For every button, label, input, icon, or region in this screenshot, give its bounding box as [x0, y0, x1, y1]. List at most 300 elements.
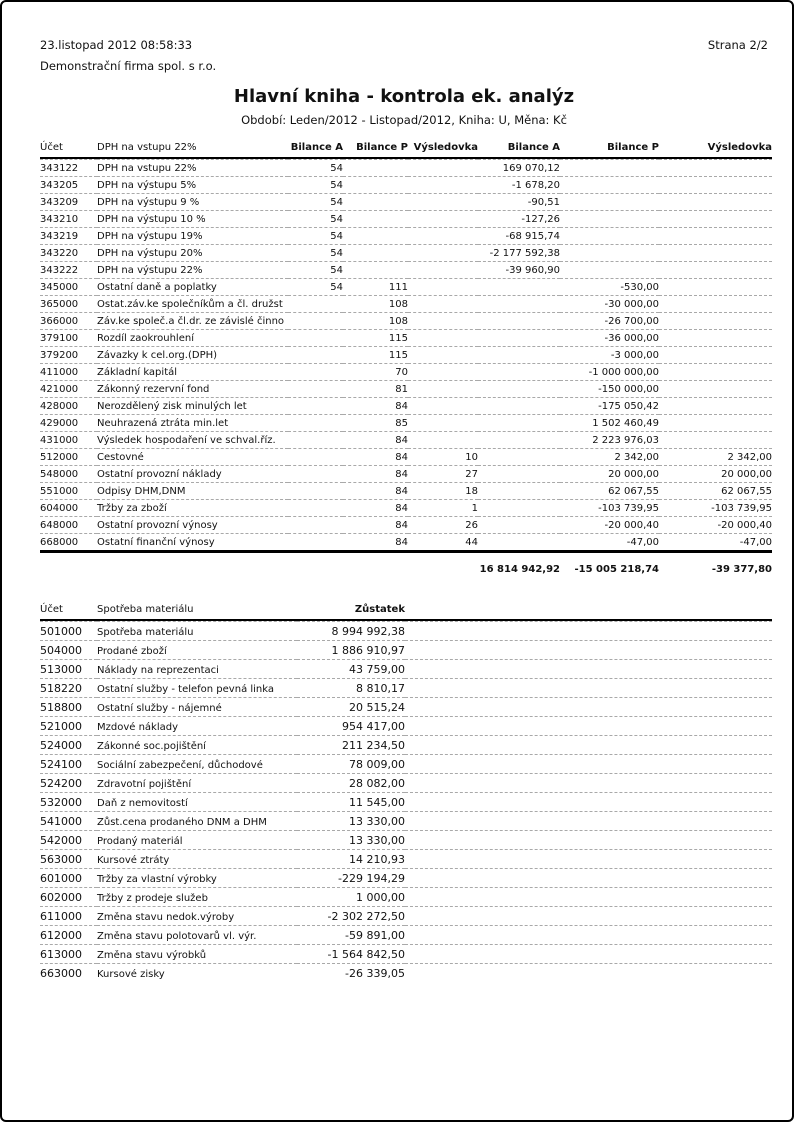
cell-vysledovka-2: 62 067,55 [659, 482, 772, 499]
cell-zustatek: 28 082,00 [297, 773, 405, 792]
cell-account-name: Kursové zisky [97, 963, 297, 982]
cell-vysledovka-1: 44 [408, 533, 478, 550]
cell-account-number: 366000 [40, 312, 97, 329]
cell-bilance-p-1: 111 [343, 278, 408, 295]
account-row [40, 735, 772, 754]
account-row [40, 773, 772, 792]
cell-bilance-p-2: -20 000,40 [560, 516, 659, 533]
cell-vysledovka-1: 26 [408, 516, 478, 533]
cell-bilance-a-2 [478, 397, 560, 414]
cell-account-number: 542000 [40, 830, 97, 849]
cell-bilance-p-1: 84 [343, 465, 408, 482]
account-row [40, 159, 772, 176]
account-row [40, 621, 772, 640]
account-row [40, 448, 772, 465]
balance-table [40, 604, 772, 982]
cell-bilance-p-2 [560, 244, 659, 261]
cell-vysledovka-2 [659, 431, 772, 448]
cell-bilance-a-1 [288, 465, 343, 482]
totals-bilance-p: -15 005 218,74 [560, 550, 659, 581]
cell-bilance-a-1 [288, 431, 343, 448]
cell-bilance-p-1: 84 [343, 516, 408, 533]
cell-bilance-p-1 [343, 159, 408, 176]
cell-account-number: 379200 [40, 346, 97, 363]
ledger-analysis-table [40, 142, 772, 581]
cell-bilance-p-1 [343, 176, 408, 193]
totals-vysledovka: -39 377,80 [659, 550, 772, 581]
cell-bilance-p-1: 115 [343, 329, 408, 346]
cell-account-number: 504000 [40, 640, 97, 659]
column-header-filler [405, 604, 772, 621]
account-row [40, 811, 772, 830]
cell-bilance-p-2: -26 700,00 [560, 312, 659, 329]
cell-account-name: Ostatní daně a poplatky [97, 278, 288, 295]
cell-filler [405, 944, 772, 963]
cell-account-number: 343220 [40, 244, 97, 261]
header-row [40, 142, 772, 159]
account-row [40, 754, 772, 773]
cell-account-number: 343210 [40, 210, 97, 227]
cell-vysledovka-1 [408, 159, 478, 176]
cell-account-name: Prodaný materiál [97, 830, 297, 849]
account-row [40, 346, 772, 363]
cell-vysledovka-2 [659, 261, 772, 278]
cell-account-number: 551000 [40, 482, 97, 499]
cell-account-name: Mzdové náklady [97, 716, 297, 735]
cell-bilance-a-1 [288, 482, 343, 499]
column-header-zustatek: Zůstatek [297, 604, 405, 621]
cell-zustatek: 8 810,17 [297, 678, 405, 697]
cell-bilance-a-2: 169 070,12 [478, 159, 560, 176]
cell-filler [405, 621, 772, 640]
cell-bilance-p-2: -30 000,00 [560, 295, 659, 312]
cell-account-name: Cestovné [97, 448, 288, 465]
cell-bilance-a-1 [288, 329, 343, 346]
cell-account-name: Spotřeba materiálu [97, 621, 297, 640]
account-row [40, 697, 772, 716]
cell-vysledovka-2 [659, 380, 772, 397]
cell-bilance-a-2 [478, 499, 560, 516]
cell-account-name: DPH na výstupu 22% [97, 261, 288, 278]
cell-vysledovka-2: -47,00 [659, 533, 772, 550]
cell-bilance-p-2: -3 000,00 [560, 346, 659, 363]
cell-bilance-a-1: 54 [288, 193, 343, 210]
cell-bilance-a-1 [288, 516, 343, 533]
cell-zustatek: 8 994 992,38 [297, 621, 405, 640]
account-row [40, 193, 772, 210]
cell-account-number: 343222 [40, 261, 97, 278]
account-row [40, 516, 772, 533]
cell-bilance-p-1 [343, 210, 408, 227]
cell-vysledovka-2 [659, 346, 772, 363]
cell-account-name: Prodané zboží [97, 640, 297, 659]
totals-row [40, 550, 772, 581]
cell-account-name: DPH na vstupu 22% [97, 159, 288, 176]
cell-filler [405, 811, 772, 830]
cell-bilance-a-2 [478, 363, 560, 380]
cell-bilance-p-1: 84 [343, 448, 408, 465]
cell-vysledovka-1: 18 [408, 482, 478, 499]
cell-zustatek: 1 000,00 [297, 887, 405, 906]
cell-account-number: 343122 [40, 159, 97, 176]
balance-table-body [40, 621, 772, 982]
account-row [40, 868, 772, 887]
cell-bilance-p-2 [560, 193, 659, 210]
cell-bilance-p-2: 2 342,00 [560, 448, 659, 465]
balance-table-header [40, 604, 772, 621]
cell-bilance-p-2 [560, 210, 659, 227]
cell-bilance-a-2 [478, 346, 560, 363]
cell-vysledovka-1 [408, 346, 478, 363]
cell-account-number: 513000 [40, 659, 97, 678]
cell-account-number: 613000 [40, 944, 97, 963]
cell-bilance-p-1: 108 [343, 312, 408, 329]
cell-account-number: 501000 [40, 621, 97, 640]
cell-account-number: 431000 [40, 431, 97, 448]
cell-bilance-p-2 [560, 261, 659, 278]
cell-vysledovka-1 [408, 193, 478, 210]
cell-bilance-a-1: 54 [288, 210, 343, 227]
cell-vysledovka-2: 2 342,00 [659, 448, 772, 465]
account-row [40, 640, 772, 659]
cell-filler [405, 906, 772, 925]
cell-zustatek: 11 545,00 [297, 792, 405, 811]
column-header-vysledovka-2: Výsledovka [659, 142, 772, 159]
account-row [40, 906, 772, 925]
cell-account-number: 428000 [40, 397, 97, 414]
cell-account-name: Zdravotní pojištění [97, 773, 297, 792]
cell-account-name: Neuhrazená ztráta min.let [97, 414, 288, 431]
header-row [40, 604, 772, 621]
cell-account-number: 343219 [40, 227, 97, 244]
column-header-group-name: DPH na vstupu 22% [97, 142, 288, 159]
cell-bilance-p-2 [560, 227, 659, 244]
cell-bilance-a-2: -2 177 592,38 [478, 244, 560, 261]
cell-bilance-p-1: 85 [343, 414, 408, 431]
cell-zustatek: 1 886 910,97 [297, 640, 405, 659]
cell-filler [405, 678, 772, 697]
cell-filler [405, 830, 772, 849]
cell-account-name: Nerozdělený zisk minulých let [97, 397, 288, 414]
cell-account-number: 343209 [40, 193, 97, 210]
cell-zustatek: 211 234,50 [297, 735, 405, 754]
cell-bilance-p-1: 84 [343, 533, 408, 550]
cell-vysledovka-1: 27 [408, 465, 478, 482]
account-row [40, 659, 772, 678]
cell-vysledovka-2 [659, 244, 772, 261]
column-header-bilance-p-1: Bilance P [343, 142, 408, 159]
cell-account-number: 524100 [40, 754, 97, 773]
account-row [40, 227, 772, 244]
account-row [40, 533, 772, 550]
cell-zustatek: -2 302 272,50 [297, 906, 405, 925]
cell-vysledovka-2 [659, 176, 772, 193]
cell-bilance-p-2: 62 067,55 [560, 482, 659, 499]
cell-bilance-p-2 [560, 159, 659, 176]
account-row [40, 792, 772, 811]
cell-account-number: 532000 [40, 792, 97, 811]
cell-account-name: DPH na výstupu 9 % [97, 193, 288, 210]
cell-account-name: Tržby za zboží [97, 499, 288, 516]
cell-filler [405, 887, 772, 906]
cell-vysledovka-1 [408, 278, 478, 295]
cell-account-number: 345000 [40, 278, 97, 295]
cell-bilance-p-1: 84 [343, 482, 408, 499]
cell-vysledovka-2 [659, 295, 772, 312]
cell-vysledovka-2 [659, 159, 772, 176]
cell-account-number: 343205 [40, 176, 97, 193]
cell-bilance-p-1: 81 [343, 380, 408, 397]
cell-vysledovka-1 [408, 176, 478, 193]
cell-account-number: 421000 [40, 380, 97, 397]
cell-filler [405, 716, 772, 735]
cell-account-number: 604000 [40, 499, 97, 516]
cell-bilance-a-1: 54 [288, 227, 343, 244]
cell-account-name: Tržby z prodeje služeb [97, 887, 297, 906]
cell-account-name: Změna stavu výrobků [97, 944, 297, 963]
cell-vysledovka-1 [408, 295, 478, 312]
cell-account-name: Tržby za vlastní výrobky [97, 868, 297, 887]
column-header-ucet: Účet [40, 604, 97, 621]
account-row [40, 295, 772, 312]
cell-account-number: 663000 [40, 963, 97, 982]
cell-bilance-a-2: -68 915,74 [478, 227, 560, 244]
cell-filler [405, 754, 772, 773]
cell-account-number: 365000 [40, 295, 97, 312]
cell-vysledovka-1 [408, 414, 478, 431]
account-row [40, 380, 772, 397]
cell-vysledovka-2 [659, 193, 772, 210]
cell-bilance-a-1: 54 [288, 159, 343, 176]
cell-vysledovka-1 [408, 431, 478, 448]
cell-account-name: DPH na výstupu 5% [97, 176, 288, 193]
cell-vysledovka-2 [659, 278, 772, 295]
cell-account-number: 548000 [40, 465, 97, 482]
cell-bilance-a-1 [288, 448, 343, 465]
account-row [40, 329, 772, 346]
cell-vysledovka-1 [408, 363, 478, 380]
cell-bilance-p-1: 84 [343, 397, 408, 414]
cell-zustatek: 954 417,00 [297, 716, 405, 735]
cell-bilance-p-1 [343, 193, 408, 210]
account-row [40, 499, 772, 516]
cell-vysledovka-1 [408, 244, 478, 261]
cell-account-name: Kursové ztráty [97, 849, 297, 868]
cell-bilance-a-1 [288, 380, 343, 397]
account-row [40, 312, 772, 329]
totals-cell-empty [97, 550, 288, 581]
column-header-bilance-p-2: Bilance P [560, 142, 659, 159]
cell-account-number: 668000 [40, 533, 97, 550]
cell-bilance-a-1 [288, 312, 343, 329]
cell-bilance-a-2 [478, 448, 560, 465]
cell-bilance-a-2: -127,26 [478, 210, 560, 227]
cell-bilance-a-2 [478, 482, 560, 499]
cell-bilance-a-1 [288, 346, 343, 363]
cell-bilance-p-2: 1 502 460,49 [560, 414, 659, 431]
cell-filler [405, 963, 772, 982]
account-row [40, 210, 772, 227]
cell-filler [405, 773, 772, 792]
account-row [40, 465, 772, 482]
account-row [40, 278, 772, 295]
column-header-vysledovka-1: Výsledovka [408, 142, 478, 159]
cell-bilance-a-2 [478, 278, 560, 295]
totals-bilance-a: 16 814 942,92 [478, 550, 560, 581]
report-subtitle: Období: Leden/2012 - Listopad/2012, Kniha: U, Měna: Kč [241, 113, 567, 127]
report-datetime: 23.listopad 2012 08:58:33 [40, 38, 193, 52]
cell-bilance-p-1 [343, 227, 408, 244]
cell-vysledovka-1 [408, 329, 478, 346]
cell-vysledovka-1 [408, 261, 478, 278]
cell-vysledovka-2 [659, 397, 772, 414]
cell-bilance-p-1 [343, 261, 408, 278]
cell-account-number: 602000 [40, 887, 97, 906]
cell-filler [405, 792, 772, 811]
cell-zustatek: 13 330,00 [297, 811, 405, 830]
report-content [2, 2, 792, 982]
cell-bilance-a-2 [478, 380, 560, 397]
account-row [40, 963, 772, 982]
totals-cell-empty [40, 550, 97, 581]
cell-account-name: Výsledek hospodaření ve schval.říz. [97, 431, 288, 448]
cell-bilance-p-2: -175 050,42 [560, 397, 659, 414]
cell-account-number: 611000 [40, 906, 97, 925]
cell-bilance-p-2: -150 000,00 [560, 380, 659, 397]
cell-bilance-a-2 [478, 414, 560, 431]
cell-vysledovka-1: 1 [408, 499, 478, 516]
cell-account-name: Ostatní služby - nájemné [97, 697, 297, 716]
cell-filler [405, 868, 772, 887]
cell-account-name: Náklady na reprezentaci [97, 659, 297, 678]
cell-vysledovka-2 [659, 312, 772, 329]
cell-account-name: Zákonný rezervní fond [97, 380, 288, 397]
account-row [40, 482, 772, 499]
account-row [40, 849, 772, 868]
cell-bilance-a-1: 54 [288, 244, 343, 261]
cell-zustatek: 78 009,00 [297, 754, 405, 773]
cell-bilance-a-1: 54 [288, 278, 343, 295]
company-name: Demonstrační firma spol. s r.o. [40, 59, 217, 73]
cell-account-number: 541000 [40, 811, 97, 830]
cell-zustatek: -229 194,29 [297, 868, 405, 887]
column-header-bilance-a-2: Bilance A [478, 142, 560, 159]
account-row [40, 244, 772, 261]
cell-bilance-p-2: -1 000 000,00 [560, 363, 659, 380]
cell-account-name: DPH na výstupu 10 % [97, 210, 288, 227]
cell-account-number: 518800 [40, 697, 97, 716]
cell-bilance-p-1: 115 [343, 346, 408, 363]
totals-cell-empty [408, 550, 478, 581]
cell-zustatek: -59 891,00 [297, 925, 405, 944]
cell-bilance-p-1: 84 [343, 499, 408, 516]
report-header [40, 38, 768, 73]
cell-bilance-a-2 [478, 465, 560, 482]
cell-bilance-p-2: -530,00 [560, 278, 659, 295]
cell-bilance-a-1: 54 [288, 261, 343, 278]
cell-bilance-a-1 [288, 295, 343, 312]
cell-filler [405, 925, 772, 944]
cell-account-number: 429000 [40, 414, 97, 431]
cell-account-number: 512000 [40, 448, 97, 465]
cell-bilance-p-1: 84 [343, 431, 408, 448]
account-row [40, 830, 772, 849]
cell-bilance-a-2 [478, 312, 560, 329]
totals-cell-empty [343, 550, 408, 581]
cell-bilance-a-2 [478, 533, 560, 550]
account-row [40, 887, 772, 906]
cell-account-name: Závazky k cel.org.(DPH) [97, 346, 288, 363]
cell-vysledovka-1 [408, 397, 478, 414]
account-row [40, 397, 772, 414]
cell-bilance-a-1 [288, 499, 343, 516]
cell-filler [405, 849, 772, 868]
cell-filler [405, 697, 772, 716]
cell-vysledovka-2 [659, 329, 772, 346]
cell-bilance-a-1 [288, 363, 343, 380]
cell-zustatek: 13 330,00 [297, 830, 405, 849]
cell-zustatek: -26 339,05 [297, 963, 405, 982]
cell-bilance-p-1: 108 [343, 295, 408, 312]
cell-bilance-p-2: -103 739,95 [560, 499, 659, 516]
column-header-group-name: Spotřeba materiálu [97, 604, 297, 621]
cell-bilance-a-2: -1 678,20 [478, 176, 560, 193]
cell-account-number: 521000 [40, 716, 97, 735]
column-header-ucet: Účet [40, 142, 97, 159]
cell-account-name: DPH na výstupu 19% [97, 227, 288, 244]
cell-account-number: 563000 [40, 849, 97, 868]
cell-vysledovka-2 [659, 227, 772, 244]
cell-account-name: Rozdíl zaokrouhlení [97, 329, 288, 346]
cell-vysledovka-1 [408, 210, 478, 227]
page-number: Strana 2/2 [707, 38, 768, 52]
cell-bilance-a-2 [478, 295, 560, 312]
account-row [40, 414, 772, 431]
cell-account-number: 518220 [40, 678, 97, 697]
cell-vysledovka-2 [659, 210, 772, 227]
cell-account-number: 524000 [40, 735, 97, 754]
cell-filler [405, 659, 772, 678]
column-header-bilance-a-1: Bilance A [288, 142, 343, 159]
cell-vysledovka-2 [659, 414, 772, 431]
ledger-analysis-table-body [40, 159, 772, 550]
cell-bilance-a-1 [288, 533, 343, 550]
cell-bilance-p-2: -47,00 [560, 533, 659, 550]
cell-bilance-p-2: 2 223 976,03 [560, 431, 659, 448]
cell-account-name: Zákonné soc.pojištění [97, 735, 297, 754]
account-row [40, 176, 772, 193]
report-title: Hlavní kniha - kontrola ek. analýz [233, 86, 575, 107]
cell-bilance-a-2 [478, 516, 560, 533]
ledger-analysis-table-header [40, 142, 772, 159]
cell-bilance-a-2 [478, 431, 560, 448]
cell-bilance-p-1 [343, 244, 408, 261]
cell-bilance-p-2 [560, 176, 659, 193]
cell-account-name: Ostatní provozní náklady [97, 465, 288, 482]
cell-bilance-a-1 [288, 414, 343, 431]
cell-bilance-p-2: 20 000,00 [560, 465, 659, 482]
cell-vysledovka-2: 20 000,00 [659, 465, 772, 482]
account-row [40, 925, 772, 944]
cell-account-name: DPH na výstupu 20% [97, 244, 288, 261]
cell-account-number: 411000 [40, 363, 97, 380]
cell-account-name: Sociální zabezpečení, důchodové [97, 754, 297, 773]
cell-vysledovka-1: 10 [408, 448, 478, 465]
cell-account-name: Změna stavu nedok.výroby [97, 906, 297, 925]
account-row [40, 944, 772, 963]
cell-vysledovka-1 [408, 380, 478, 397]
cell-bilance-p-2: -36 000,00 [560, 329, 659, 346]
